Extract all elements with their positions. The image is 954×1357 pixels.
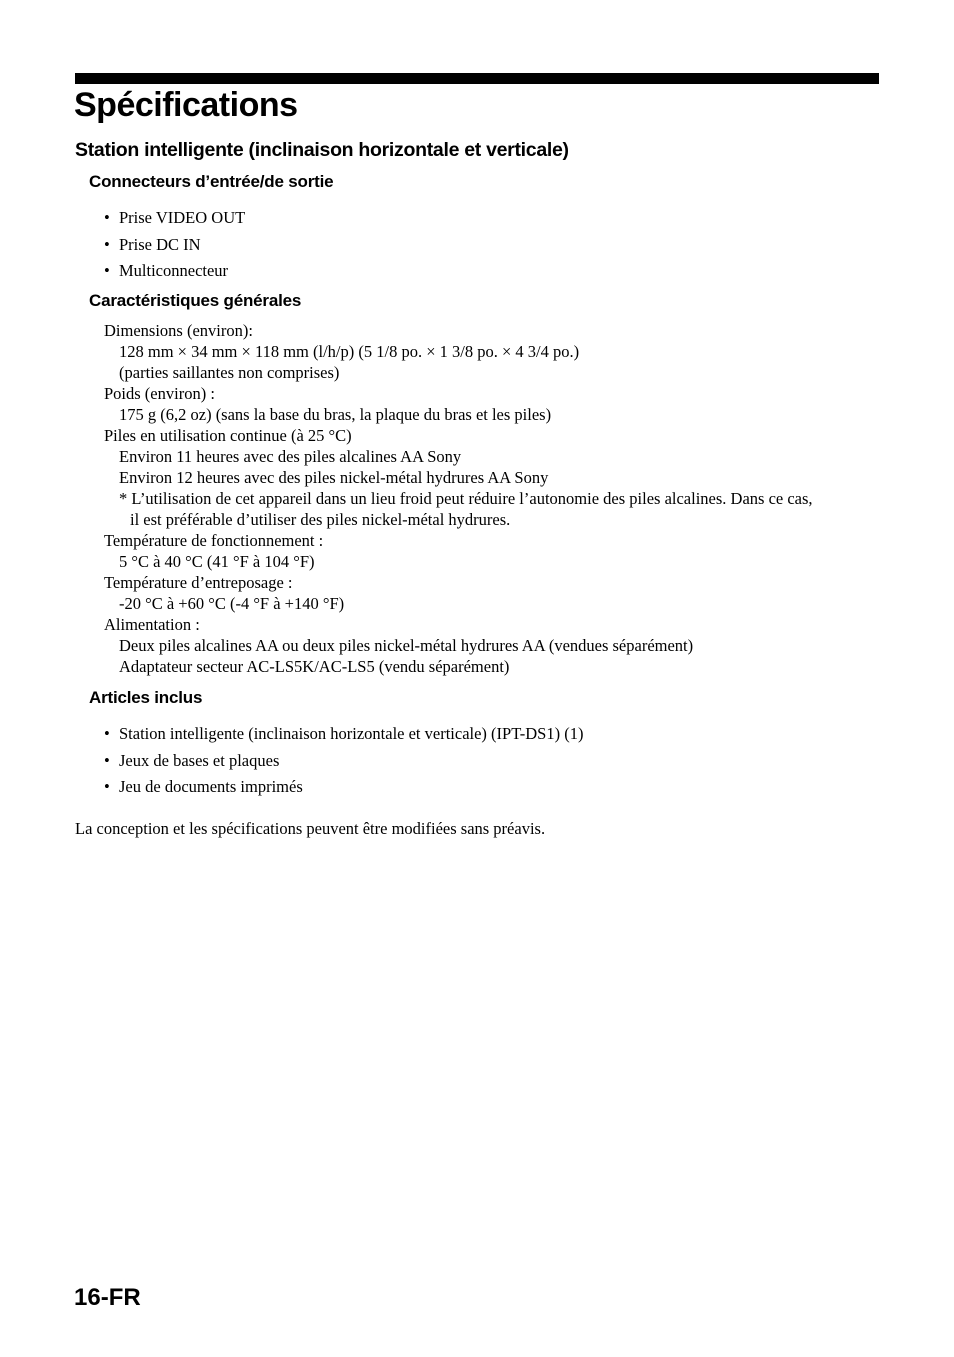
dimensions-note: (parties saillantes non comprises)	[119, 363, 340, 382]
storage-temp-label: Température d’entreposage :	[104, 573, 293, 592]
general-heading: Caractéristiques générales	[89, 291, 302, 310]
list-item-text: Prise VIDEO OUT	[119, 208, 246, 227]
power-value-adapter: Adaptateur secteur AC-LS5K/AC-LS5 (vendu séparément)	[119, 657, 510, 676]
bullet-icon: •	[104, 208, 110, 227]
operating-temp-value: 5 °C à 40 °C (41 °F à 104 °F)	[119, 552, 315, 571]
list-item	[104, 260, 245, 287]
bullet-icon: •	[104, 724, 110, 743]
battery-footnote-continued: il est préférable d’utiliser des piles nickel-métal hydrures.	[130, 510, 511, 529]
connectors-heading: Connecteurs d’entrée/de sortie	[89, 172, 334, 191]
list-item-text: Jeu de documents imprimés	[119, 777, 303, 796]
disclaimer-note: La conception et les spécifications peuvent être modifiées sans préavis.	[75, 819, 546, 838]
battery-label: Piles en utilisation continue (à 25 °C)	[104, 426, 352, 445]
dimensions-label: Dimensions (environ):	[104, 321, 253, 340]
list-item	[104, 207, 245, 234]
page-number: 16-FR	[74, 1284, 141, 1311]
operating-temp-label: Température de fonctionnement :	[104, 531, 324, 550]
connectors-list	[104, 207, 245, 287]
list-item	[104, 776, 583, 803]
bullet-icon: •	[104, 750, 110, 770]
bullet-icon: •	[104, 234, 110, 254]
section-title: Station intelligente (inclinaison horizontale et verticale)	[75, 139, 569, 161]
general-specs	[104, 320, 894, 677]
list-item	[104, 750, 583, 777]
list-item	[104, 234, 245, 261]
page-title: Spécifications	[74, 86, 298, 124]
power-value-batteries: Deux piles alcalines AA ou deux piles nickel-métal hydrures AA (vendues séparément)	[119, 636, 694, 655]
power-label: Alimentation :	[104, 615, 200, 634]
battery-alkaline: Environ 11 heures avec des piles alcalines AA Sony	[119, 447, 462, 466]
list-item-text: Station intelligente (inclinaison horizontale et verticale) (IPT-DS1) (1)	[119, 724, 584, 743]
bullet-icon: •	[104, 777, 110, 796]
storage-temp-value: -20 °C à +60 °C (-4 °F à +140 °F)	[119, 594, 345, 613]
included-heading: Articles inclus	[89, 688, 203, 707]
battery-nimh: Environ 12 heures avec des piles nickel-métal hydrures AA Sony	[119, 468, 549, 487]
bullet-icon: •	[104, 261, 110, 280]
title-rule	[75, 73, 879, 84]
list-item	[104, 723, 583, 750]
weight-value: 175 g (6,2 oz) (sans la base du bras, la plaque du bras et les piles)	[119, 405, 552, 424]
battery-footnote: * L’utilisation de cet appareil dans un lieu froid peut réduire l’autonomie des piles alcalines. Dans ce cas,	[119, 489, 813, 508]
list-item-text: Multiconnecteur	[119, 261, 229, 280]
weight-label: Poids (environ) :	[104, 384, 215, 403]
dimensions-value: 128 mm × 34 mm × 118 mm (l/h/p) (5 1/8 po. × 1 3/8 po. × 4 3/4 po.)	[119, 342, 580, 361]
included-list	[104, 723, 583, 803]
list-item-text: Prise DC IN	[119, 234, 201, 254]
list-item-text: Jeux de bases et plaques	[119, 750, 280, 770]
